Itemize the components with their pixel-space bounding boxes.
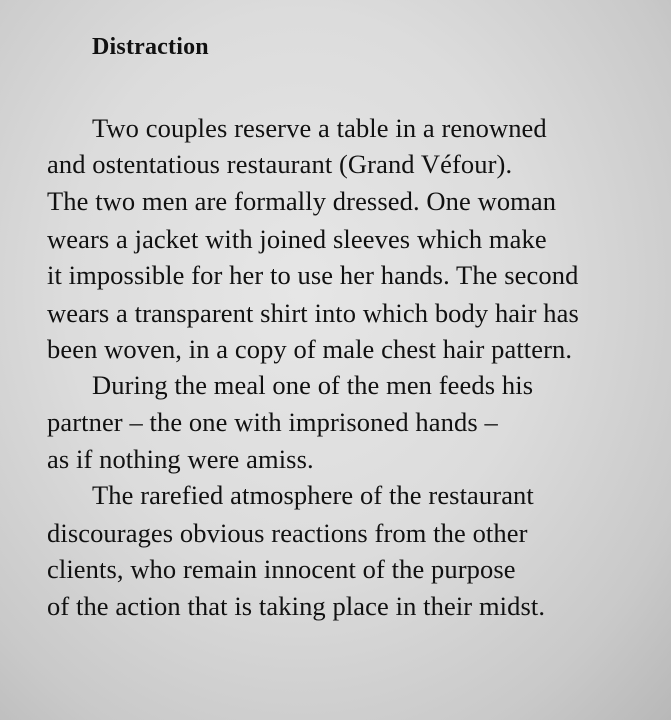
text-line: clients, who remain innocent of the purpose <box>47 554 516 584</box>
text-line: as if nothing were amiss. <box>47 444 314 474</box>
text-line: wears a transparent shirt into which body hair has <box>47 298 579 328</box>
text-line: of the action that is taking place in their midst. <box>47 591 546 621</box>
text-line: and ostentatious restaurant (Grand Véfour). <box>47 149 513 179</box>
text-line: it impossible for her to use her hands. The second <box>47 260 579 290</box>
text-line: discourages obvious reactions from the other <box>47 518 528 548</box>
text-line: partner – the one with imprisoned hands – <box>47 407 498 437</box>
text-line: The rarefied atmosphere of the restaurant <box>92 480 534 510</box>
text-line: During the meal one of the men feeds his <box>92 370 534 400</box>
text-line: The two men are formally dressed. One woman <box>47 186 557 216</box>
document-title: Distraction <box>92 34 209 60</box>
text-line: wears a jacket with joined sleeves which make <box>47 224 547 254</box>
text-line: been woven, in a copy of male chest hair pattern. <box>47 334 573 364</box>
text-line: Two couples reserve a table in a renowned <box>92 113 547 143</box>
